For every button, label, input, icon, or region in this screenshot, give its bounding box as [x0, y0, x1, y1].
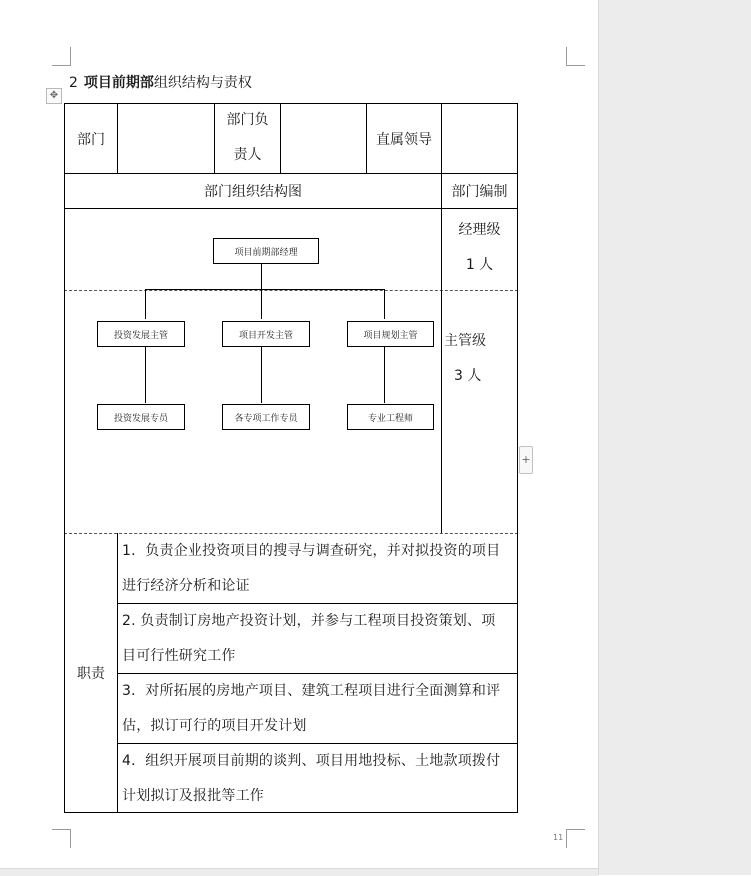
right-gutter — [598, 0, 751, 875]
org-connector — [145, 289, 385, 290]
org-node-bottom-3: 专业工程师 — [347, 404, 434, 430]
org-node-mid-3: 项目规划主管 — [347, 321, 434, 347]
crop-mark-top-left — [52, 47, 71, 66]
duty-item-4 — [122, 744, 514, 814]
add-row-icon[interactable]: + — [519, 446, 533, 474]
org-node-mid-1: 投资发展主管 — [97, 321, 185, 347]
duty-item-2-line1: 2. 负责制订房地产投资计划，并参与工程项目投资策划、项 — [122, 613, 496, 629]
org-connector — [145, 289, 146, 319]
duties-label: 职责 — [77, 666, 105, 682]
move-handle-icon[interactable]: ✥ — [46, 88, 62, 104]
duty-item-1-line2: 进行经济分析和论证 — [122, 578, 250, 594]
dept-label: 部门 — [77, 131, 105, 148]
duty-item-4-line2: 计划拟订及报批等工作 — [122, 788, 264, 804]
org-chart-header: 部门组织结构图 — [204, 184, 302, 200]
supervisor-level-count: 3 人 — [454, 368, 482, 384]
manager-label-line1: 部门负 — [226, 112, 269, 128]
staffing-header: 部门编制 — [451, 184, 508, 200]
manager-level-label: 经理级 — [458, 222, 501, 238]
org-connector — [261, 264, 262, 319]
heading-bold: 项目前期部 — [83, 75, 154, 91]
dept-value[interactable] — [118, 104, 214, 173]
manager-label-line2: 责人 — [233, 147, 262, 163]
supervisor-value[interactable] — [442, 104, 517, 173]
org-connector — [384, 289, 385, 319]
manager-label — [215, 103, 280, 173]
manager-level — [442, 213, 517, 283]
duty-item-2-line2: 目可行性研究工作 — [122, 648, 236, 664]
supervisor-label: 直属领导 — [376, 131, 432, 148]
duty-item-3-line2: 估，拟订可行的项目开发计划 — [122, 718, 307, 734]
duty-item-1-line1: 1．负责企业投资项目的搜寻与调查研究，并对拟投资的项目 — [122, 543, 501, 559]
org-node-bottom-1: 投资发展专员 — [97, 404, 185, 430]
duty-item-4-line1: 4．组织开展项目前期的谈判、项目用地投标、土地款项拨付 — [122, 753, 501, 769]
org-connector — [261, 346, 262, 403]
crop-mark-bottom-left — [52, 829, 71, 848]
supervisor-level-label: 主管级 — [444, 333, 486, 349]
org-node-mid-2: 项目开发主管 — [222, 321, 310, 347]
org-node-bottom-2: 各专项工作专员 — [222, 404, 310, 430]
org-connector — [384, 346, 385, 403]
crop-mark-top-right — [566, 47, 585, 66]
crop-mark-bottom-right — [566, 829, 585, 848]
manager-value[interactable] — [281, 104, 366, 173]
org-node-top: 项目前期部经理 — [213, 238, 319, 264]
supervisor-level — [444, 324, 494, 394]
duty-item-2 — [122, 604, 514, 674]
section-heading — [69, 72, 252, 92]
duty-item-3 — [122, 674, 514, 744]
duty-item-1 — [122, 534, 514, 604]
org-connector — [145, 346, 146, 403]
page-number: 11 — [553, 833, 564, 842]
heading-number: 2 — [69, 75, 78, 91]
duty-item-3-line1: 3．对所拓展的房地产项目、建筑工程项目进行全面测算和评 — [122, 683, 501, 699]
manager-level-count: 1 人 — [465, 257, 494, 273]
heading-rest: 组织结构与责权 — [153, 75, 252, 91]
